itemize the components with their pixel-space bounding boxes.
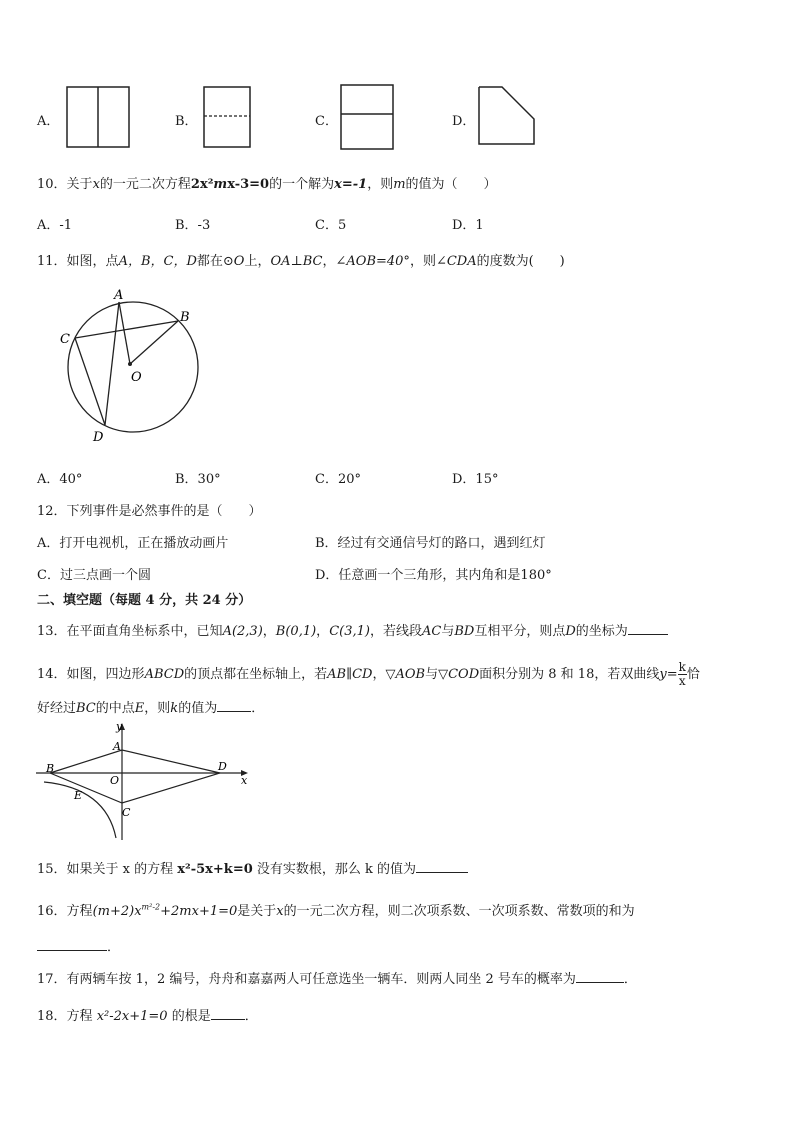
q11-number: 11． — [37, 254, 67, 269]
q11-text: ，则∠ — [409, 254, 447, 269]
q16-text: 是关于 — [237, 904, 277, 919]
q16-text: ． — [107, 940, 121, 955]
q11-option-a: A．40° — [37, 472, 83, 487]
q13-text: ， — [316, 624, 330, 639]
q12-text: 下列事件是必然事件的是（ ） — [66, 504, 262, 519]
q14-fraction — [678, 661, 687, 688]
q15-equation: x²-5x+k=0 — [177, 862, 253, 877]
q10-option-b: B．-3 — [175, 218, 211, 233]
q15-text: 如果关于 x 的方程 — [66, 862, 178, 877]
q12-option-c: C．过三点画一个圆 — [37, 568, 151, 583]
q13-stem — [37, 620, 668, 639]
q14-text: 如图，四边形 — [66, 667, 145, 682]
q16-number: 16． — [37, 904, 67, 919]
q11-option-c: C．20° — [315, 472, 361, 487]
q14-text: ， — [372, 667, 386, 682]
q15-stem — [37, 858, 468, 877]
q11-option-d: D．15° — [452, 472, 499, 487]
q18-number: 18． — [37, 1009, 67, 1024]
q13-text: 的坐标为 — [575, 624, 628, 639]
q14-label-c: C — [122, 806, 131, 819]
q10-equation-m: m — [213, 177, 228, 192]
q14-e: E — [134, 701, 145, 716]
q16-answer-line — [37, 936, 120, 955]
q13-segment: AC — [421, 624, 442, 639]
q17-text: ． — [623, 972, 637, 987]
q14-k: k — [170, 701, 179, 716]
q13-point-d: D — [565, 624, 576, 639]
q9-option-b-label: B． — [175, 114, 198, 129]
q17-stem — [37, 968, 637, 987]
q14-frac-num: k — [678, 660, 686, 674]
q14-quad: ABCD — [144, 667, 185, 682]
q17-number: 17． — [37, 972, 67, 987]
q11-label-o: O — [131, 370, 142, 385]
q18-text: 的根是 — [167, 1009, 211, 1024]
q18-text: 方程 — [66, 1009, 97, 1024]
q14-answer-blank[interactable] — [217, 699, 251, 712]
q14-label-y: y — [116, 720, 123, 733]
q9-option-d-figure — [478, 86, 536, 146]
q11-circle: ⊙O — [222, 254, 245, 269]
q11-label-d: D — [93, 430, 104, 445]
q12-option-d: D．任意画一个三角形，其内角和是180° — [315, 568, 552, 583]
q12-stem — [37, 500, 262, 519]
q18-answer-blank[interactable] — [211, 1007, 245, 1020]
q17-answer-blank[interactable] — [576, 970, 624, 983]
q11-stem — [37, 250, 565, 269]
q14-label-a: A — [113, 740, 121, 753]
section-title: 二、填空题（每题 4 分，共 24 分） — [37, 593, 252, 608]
q14-frac-den: x — [678, 674, 686, 688]
q11-condition: OA⊥BC — [270, 254, 323, 269]
q10-option-c: C．5 — [315, 218, 347, 233]
q11-condition: ∠AOB=40° — [335, 254, 410, 269]
q10-var-x: x — [92, 177, 100, 192]
q15-answer-blank[interactable] — [416, 860, 468, 873]
q11-label-a: A — [114, 288, 124, 303]
q16-text: 方程 — [66, 904, 93, 919]
q13-point-c: C(3,1) — [329, 624, 370, 639]
q18-equation: x²-2x+1=0 — [96, 1009, 168, 1024]
q13-answer-blank[interactable] — [628, 622, 668, 635]
q14-parallel: AB∥CD — [327, 667, 373, 682]
q16-answer-blank[interactable] — [37, 938, 107, 951]
q10-var-m: m — [393, 177, 406, 192]
q11-option-b: B．30° — [175, 472, 221, 487]
q14-number: 14． — [37, 667, 67, 682]
q10-option-a: A．-1 — [37, 218, 73, 233]
q9-option-b-figure — [203, 86, 251, 148]
q13-number: 13． — [37, 624, 67, 639]
q14-triangle: ▽AOB — [385, 667, 426, 682]
q14-triangle: ▽COD — [438, 667, 480, 682]
q10-number: 10． — [37, 177, 67, 192]
q14-bc: BC — [76, 701, 96, 716]
q14-stem-line2 — [37, 697, 264, 716]
q9-option-a-figure — [66, 86, 130, 148]
q10-text: 关于 — [66, 177, 93, 192]
q12-option-a: A．打开电视机，正在播放动画片 — [37, 536, 229, 551]
q10-equation: 2x² — [190, 177, 214, 192]
q14-text: 的值为 — [178, 701, 218, 716]
q11-angle: CDA — [446, 254, 477, 269]
q11-label-b: B — [180, 310, 190, 325]
q11-text: 如图，点 — [66, 254, 119, 269]
q10-text: ，则 — [367, 177, 394, 192]
q14-label-e: E — [74, 789, 83, 802]
q13-text: 与 — [441, 624, 455, 639]
q14-text: ． — [251, 701, 265, 716]
q11-text: 都在 — [196, 254, 223, 269]
q14-label-b: B — [46, 762, 55, 775]
q10-text: 的一个解为 — [269, 177, 335, 192]
q16-text: 的一元二次方程，则二次项系数、一次项系数、常数项的和为 — [283, 904, 635, 919]
q14-text: 的顶点都在坐标轴上，若 — [184, 667, 328, 682]
q14-stem-line1 — [37, 661, 700, 688]
q12-option-b: B．经过有交通信号灯的路口，遇到红灯 — [315, 536, 546, 551]
q16-exponent: m²-2 — [141, 902, 161, 912]
q14-text: ，则 — [144, 701, 171, 716]
q15-number: 15． — [37, 862, 67, 877]
q10-stem — [37, 173, 497, 192]
q12-number: 12． — [37, 504, 67, 519]
q14-eq: = — [666, 667, 678, 682]
q14-text: 与 — [425, 667, 439, 682]
q18-text: ． — [244, 1009, 258, 1024]
q13-text: ， — [262, 624, 276, 639]
q14-label-d: D — [218, 760, 227, 773]
q10-option-d: D．1 — [452, 218, 484, 233]
q13-text: 互相平分，则点 — [474, 624, 566, 639]
q11-label-c: C — [60, 332, 70, 347]
q14-text: 的中点 — [95, 701, 135, 716]
q16-stem — [37, 900, 635, 919]
q16-equation: +2mx+1=0 — [160, 904, 238, 919]
q9-option-c-label: C． — [315, 114, 338, 129]
q11-points: A，B，C，D — [118, 254, 197, 269]
q16-equation: (m+2)x — [92, 904, 142, 919]
q11-circle — [68, 302, 198, 432]
q13-text: ，若线段 — [369, 624, 422, 639]
q16-x: x — [276, 904, 284, 919]
q11-circle-figure — [55, 285, 210, 445]
q11-text: 上， — [244, 254, 271, 269]
q14-text: 面积分别为 8 和 18，若双曲线 — [479, 667, 660, 682]
q13-segment: BD — [454, 624, 475, 639]
q14-text: 好经过 — [37, 701, 77, 716]
q10-text: 的一元二次方程 — [99, 177, 191, 192]
q10-equation: x-3=0 — [227, 177, 270, 192]
q14-text: 恰 — [686, 667, 700, 682]
q13-text: 在平面直角坐标系中，已知 — [66, 624, 223, 639]
q9-option-a-label: A． — [37, 114, 60, 129]
q18-stem — [37, 1005, 258, 1024]
q11-text: 的度数为( ) — [476, 254, 565, 269]
q9-option-c-figure — [340, 84, 394, 150]
q15-text: 没有实数根，那么 k 的值为 — [252, 862, 417, 877]
q14-y: y — [659, 667, 667, 682]
q10-solution: x=-1 — [334, 177, 368, 192]
q14-label-o: O — [110, 774, 120, 787]
q13-point-b: B(0,1) — [275, 624, 317, 639]
q11-text: ， — [322, 254, 336, 269]
q14-coordinate-figure — [36, 720, 252, 842]
q17-text: 有两辆车按 1，2 编号，舟舟和嘉嘉两人可任意选坐一辆车．则两人同坐 2 号车的概率为 — [66, 972, 576, 987]
q10-text: 的值为（ ） — [405, 177, 497, 192]
q13-point-a: A(2,3) — [222, 624, 263, 639]
q14-label-x: x — [241, 774, 248, 787]
q9-option-d-label: D． — [452, 114, 476, 129]
